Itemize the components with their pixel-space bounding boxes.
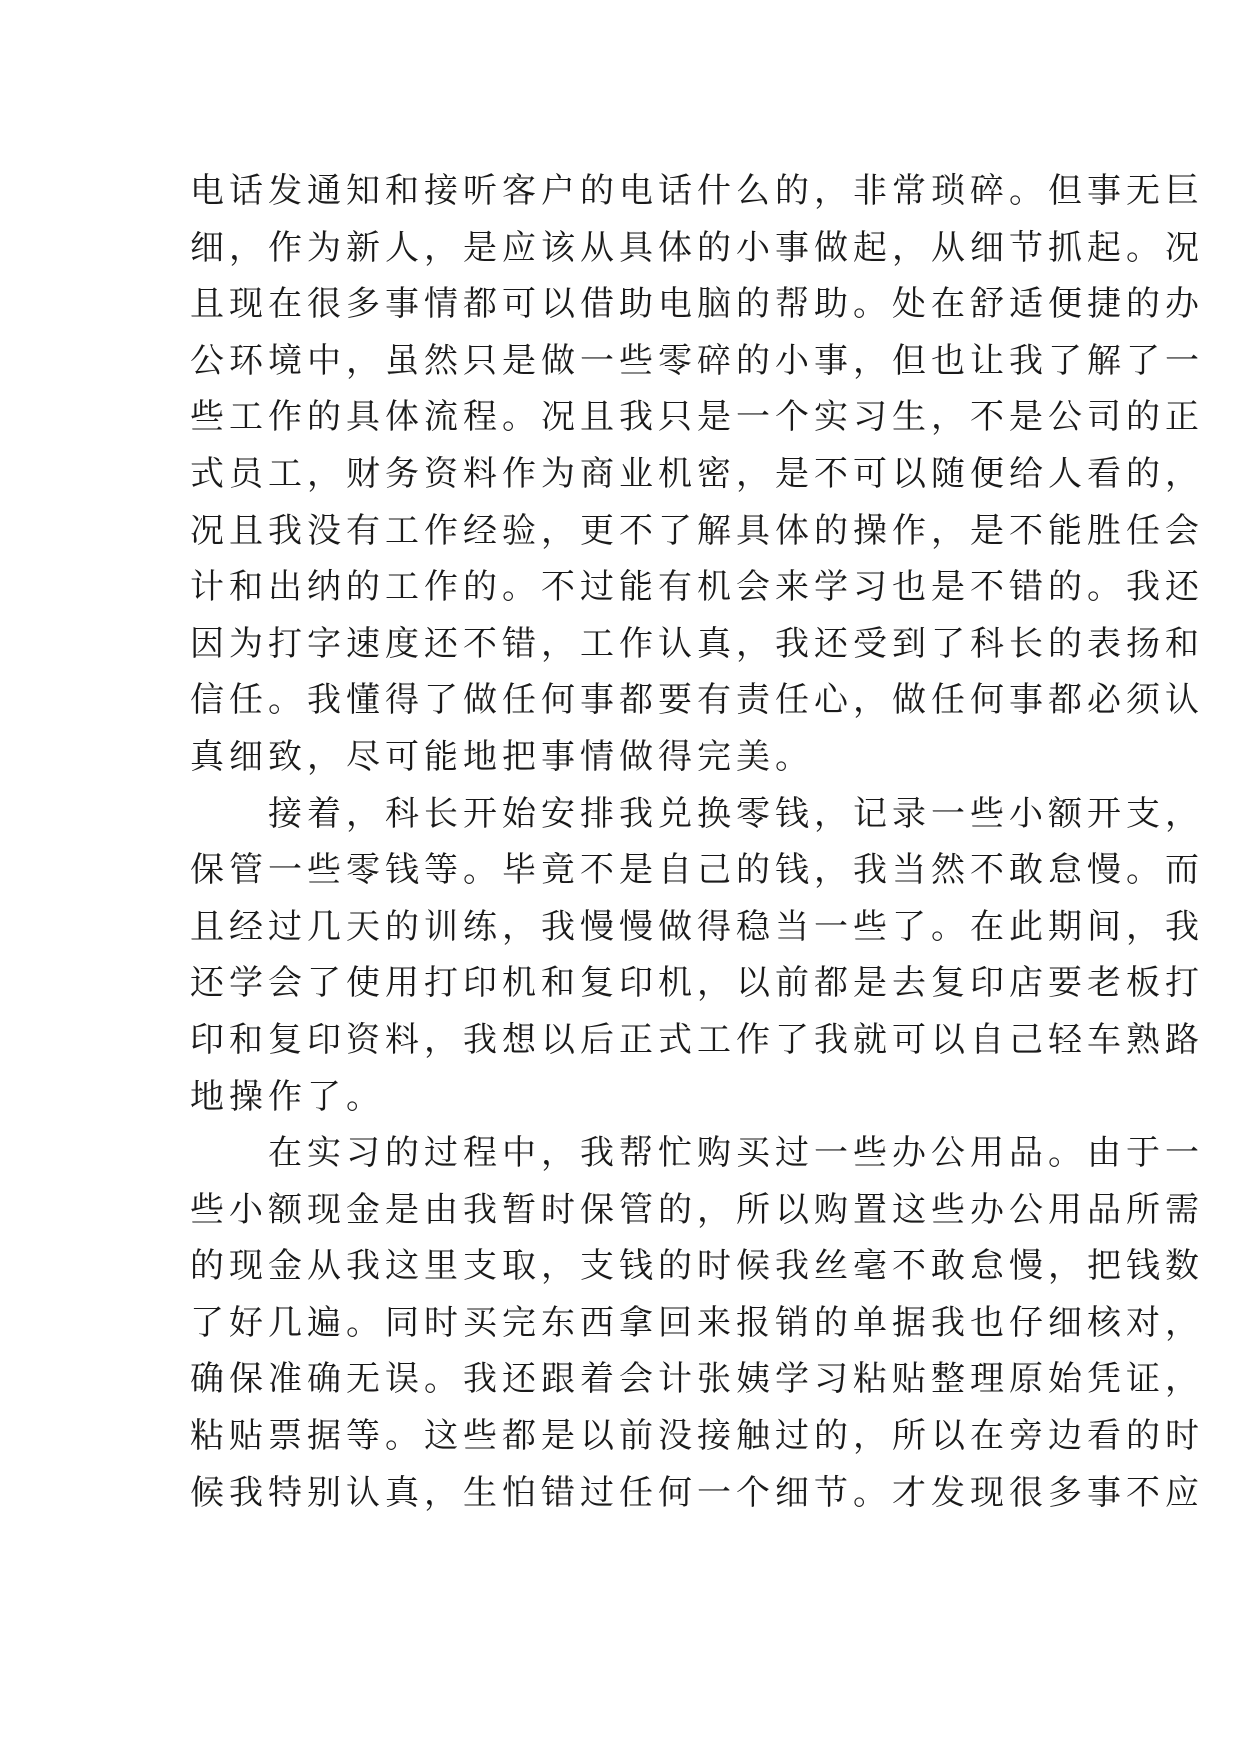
text-line: 些小额现金是由我暂时保管的，所以购置这些办公用品所需	[190, 1189, 1204, 1230]
text-line: 况且我没有工作经验，更不了解具体的操作，是不能胜任会	[190, 510, 1204, 551]
text-line: 细，作为新人，是应该从具体的小事做起，从细节抓起。况	[190, 227, 1204, 268]
text-line: 的现金从我这里支取，支钱的时候我丝毫不敢怠慢，把钱数	[190, 1246, 1204, 1287]
text-line: 还学会了使用打印机和复印机，以前都是去复印店要老板打	[190, 963, 1204, 1004]
body-text	[190, 163, 1204, 1521]
text-line: 接着，科长开始安排我兑换零钱，记录一些小额开支，	[268, 793, 1204, 834]
text-line: 且现在很多事情都可以借助电脑的帮助。处在舒适便捷的办	[190, 284, 1204, 325]
text-line: 印和复印资料，我想以后正式工作了我就可以自己轻车熟路	[190, 1019, 1204, 1060]
text-line: 信任。我懂得了做任何事都要有责任心，做任何事都必须认	[190, 680, 1204, 721]
text-line: 且经过几天的训练，我慢慢做得稳当一些了。在此期间，我	[190, 906, 1204, 947]
text-line: 电话发通知和接听客户的电话什么的，非常琐碎。但事无巨	[190, 171, 1204, 211]
text-line: 了好几遍。同时买完东西拿回来报销的单据我也仔细核对，	[190, 1302, 1204, 1343]
text-line: 公环境中，虽然只是做一些零碎的小事，但也让我了解了一	[190, 340, 1204, 381]
paragraph-1	[190, 163, 1204, 786]
text-line: 式员工，财务资料作为商业机密，是不可以随便给人看的，	[190, 453, 1204, 494]
text-line: 地操作了。	[190, 1076, 385, 1117]
text-line: 真细致，尽可能地把事情做得完美。	[190, 736, 814, 777]
text-line: 计和出纳的工作的。不过能有机会来学习也是不错的。我还	[190, 567, 1204, 608]
paragraph-3	[190, 1125, 1204, 1521]
text-line: 在实习的过程中，我帮忙购买过一些办公用品。由于一	[268, 1133, 1204, 1174]
text-line: 些工作的具体流程。况且我只是一个实习生，不是公司的正	[190, 397, 1204, 438]
text-line: 候我特别认真，生怕错过任何一个细节。才发现很多事不应	[190, 1472, 1204, 1513]
text-line: 保管一些零钱等。毕竟不是自己的钱，我当然不敢怠慢。而	[190, 850, 1204, 891]
text-line: 确保准确无误。我还跟着会计张姨学习粘贴整理原始凭证，	[190, 1359, 1204, 1400]
paragraph-2	[190, 786, 1204, 1126]
text-line: 粘贴票据等。这些都是以前没接触过的，所以在旁边看的时	[190, 1416, 1204, 1457]
text-line: 因为打字速度还不错，工作认真，我还受到了科长的表扬和	[190, 623, 1204, 664]
